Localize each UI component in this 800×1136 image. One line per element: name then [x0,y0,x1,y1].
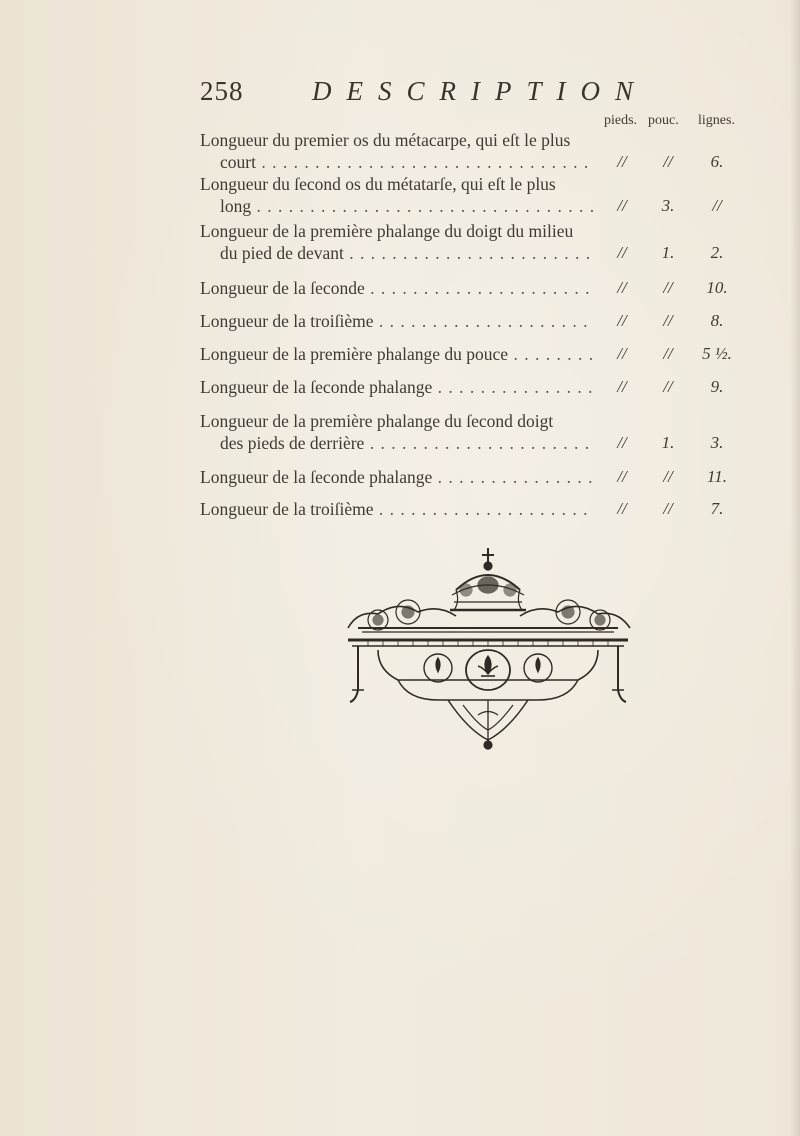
running-title: DESCRIPTION [312,76,648,106]
value-pieds: // [617,344,627,363]
value-lignes: 5 ½. [702,344,732,363]
value-lignes: // [712,196,722,215]
value-pieds: // [617,311,627,330]
value-pouces: 1. [661,243,675,262]
value-pieds: // [617,152,627,171]
value-pieds: // [617,499,627,518]
row-description [200,466,595,488]
row-description [200,277,595,299]
value-pouces: // [663,499,673,518]
row-text-line: Longueur de la troiſième . . . [200,310,595,332]
column-header-lignes: lignes. [698,113,735,128]
row-text-line: Longueur du ſecond os du métatarſe, qui eſt le plus [200,174,556,194]
royal-crown-fleur-de-lis-ornament-icon [338,540,638,755]
value-pouces: 1. [661,433,675,452]
column-header-pieds: pieds. [604,113,638,128]
page-edge-shadow [790,0,800,1136]
row-text-line: des pieds de derrière . . . [200,432,595,454]
value-pouces: 3. [661,196,675,215]
row-text-line: du pied de devant . . . [200,242,595,264]
value-lignes: 6. [710,152,724,171]
row-description [200,376,595,398]
column-header-pouces: pouc. [648,113,679,128]
page-number: 258 [200,76,244,106]
value-pieds: // [617,377,627,396]
value-pieds: // [617,433,627,452]
row-description [200,498,595,520]
row-text-line: Longueur de la première phalange du doigt du milieu [200,221,574,241]
row-text-line: court . . . [200,151,595,173]
value-lignes: 7. [710,499,724,518]
row-description [200,220,595,264]
row-text-line: Longueur de la troiſième . . . [200,498,595,520]
value-pieds: // [617,278,627,297]
row-text-line: Longueur du premier os du métacarpe, qui eſt le plus [200,130,571,150]
value-pouces: // [663,467,673,486]
value-lignes: 2. [710,243,724,262]
value-lignes: 11. [707,467,727,486]
row-text-line: Longueur de la ſeconde phalange . . . [200,376,595,398]
row-text-line: long . . . [200,195,595,217]
row-description [200,410,595,454]
value-lignes: 10. [706,278,728,297]
value-pouces: // [663,152,673,171]
value-pieds: // [617,467,627,486]
value-pieds: // [617,243,627,262]
row-description [200,343,595,365]
value-pieds: // [617,196,627,215]
row-description [200,129,595,173]
row-text-line: Longueur de la ſeconde . . . [200,277,595,299]
row-text-line: Longueur de la ſeconde phalange . . . [200,466,595,488]
row-text-line: Longueur de la première phalange du ſecond doigt [200,411,554,431]
value-lignes: 3. [710,433,724,452]
value-lignes: 8. [710,311,724,330]
value-pouces: // [663,377,673,396]
value-pouces: // [663,344,673,363]
value-pouces: // [663,278,673,297]
row-description [200,310,595,332]
row-description [200,173,595,217]
value-pouces: // [663,311,673,330]
row-text-line: Longueur de la première phalange du pouce . . . [200,343,595,365]
value-lignes: 9. [710,377,724,396]
